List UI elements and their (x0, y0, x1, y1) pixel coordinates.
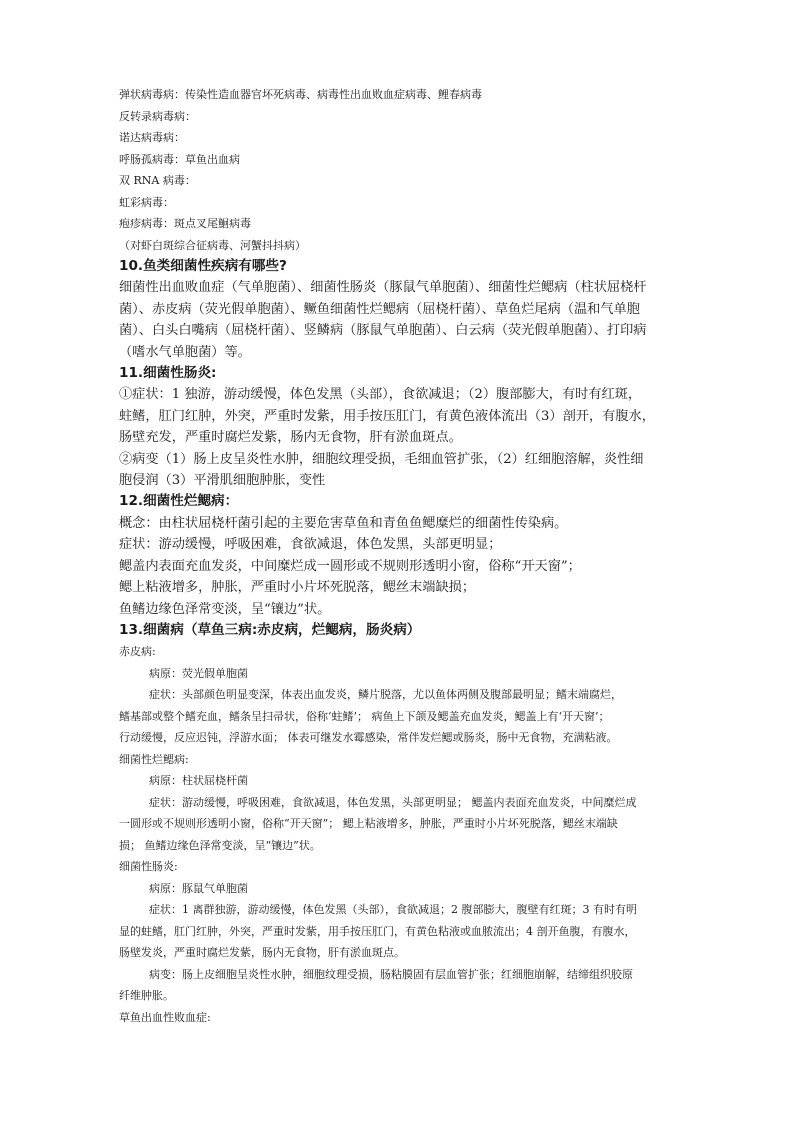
section-q12 (119, 491, 679, 619)
virus-line: 诺达病毒病： (119, 131, 185, 144)
pathogen-line: 病原：柱状屈桡杆菌 (149, 774, 248, 788)
virus-line: 虹彩病毒： (119, 195, 174, 209)
paragraph-line: 肠壁充发，严重时腐烂发紫，肠内无食物，肝有淤血斑点。 (119, 430, 462, 446)
virus-line: 反转录病毒病： (119, 109, 196, 123)
paragraph-line: 蛀鳍，肛门红肿，外突，严重时发紫，用手按压肛门，有黄色液体流出（3）剖开，有腹水， (119, 408, 655, 424)
virus-line: 呼肠孤病毒：草鱼出血病 (119, 152, 240, 166)
section-q13 (119, 620, 679, 1028)
symptom-line: 一圆形或不规则形透明小窗，俗称“开天窗”； 鳃上粘液增多，肿胀，严重时小片坏死脱落，鳃丝末端缺 (119, 817, 618, 831)
pathogen-line: 病原：豚鼠气单胞菌 (149, 881, 248, 895)
disease-title: 赤皮病: (119, 645, 156, 659)
virus-line: 弹状病毒病：传染性造血器官坏死病毒、病毒性出血败血症病毒、鲤春病毒 (119, 88, 482, 101)
section-q10 (119, 256, 679, 363)
paragraph-line: 细菌性出血败血症（气单胞菌）、细菌性肠炎（豚鼠气单胞菌）、细菌性烂鳃病（柱状屈桡杆 (119, 280, 647, 296)
paragraph-line: 症状：游动缓慢，呼吸困难，食欲减退，体色发黑，头部更明显； (119, 537, 502, 553)
symptom-line: 症状：1 离群独游，游动缓慢，体色发黑（头部），食欲减退；2 腹部膨大，腹壁有红斑；3 有时有明 (149, 903, 637, 917)
paragraph-line: ①症状：1 独游，游动缓慢，体色发黑（头部），食欲减退；（2）腹部膨大，有时有红斑， (119, 387, 642, 403)
section-heading: 12.细菌性烂鳃病： (119, 493, 239, 510)
paragraph-line: 胞侵润（3）平滑肌细胞肿胀，变性 (119, 473, 326, 489)
paragraph-line: ②病变（1）肠上皮呈炎性水肿，细胞纹理受损，毛细血管扩张，（2）红细胞溶解，炎性细 (119, 451, 644, 467)
symptom-line: 症状：头部颜色明显变深，体表出血发炎，鳞片脱落，尤以鱼体两侧及腹部最明显；鳍末端腐烂， (149, 688, 622, 702)
disease-title: 细菌性烂鳃病: (119, 752, 189, 766)
virus-line: 疱疹病毒：斑点叉尾鮰病毒 (119, 217, 251, 230)
disease-title: 细菌性肠炎: (119, 860, 178, 874)
section-heading: 11.细菌性肠炎: (119, 365, 217, 382)
symptom-line: 鳍基部或整个鳍充血，鳍条呈扫帚状，俗称‘蛀鳍’； 病鱼上下颌及鳃盖充血发炎，鳃盖上有‘开天窗’； (119, 709, 610, 723)
paragraph-line: 菌）、白头白嘴病（屈桡杆菌）、竖鳞病（豚鼠气单胞菌）、白云病（荧光假单胞菌）、打印病 (119, 323, 647, 339)
paragraph-line: （嗜水气单胞菌）等。 (119, 344, 251, 360)
paragraph-line: 菌）、赤皮病（荧光假单胞菌）、鳜鱼细菌性烂鳃病（屈桡杆菌）、草鱼烂尾病（温和气单胞 (119, 301, 640, 317)
symptom-line: 症状：游动缓慢，呼吸困难，食欲减退，体色发黑，头部更明显； 鳃盖内表面充血发炎，中间糜烂成 (149, 795, 637, 809)
symptom-line: 行动缓慢，反应迟钝，浮游水面； 体表可继发水霉感染，常伴发烂鳃或肠炎，肠中无食物，充满粘液。 (119, 731, 618, 745)
lesion-line: 病变：肠上皮细胞呈炎性水肿，细胞纹理受损，肠粘膜固有层血管扩张；红细胞崩解，结缔组织胶原 (149, 967, 633, 981)
paragraph-line: 鱼鳍边缘色泽常变淡，呈“镶边”状。 (119, 601, 331, 617)
symptom-line: 损； 鱼鳍边缘色泽常变淡，呈“镶边”状。 (119, 838, 321, 852)
virus-line: 双 RNA 病毒： (119, 174, 196, 187)
paragraph-line: 鳃上粘液增多，肿胀，严重时小片坏死脱落，鳃丝末端缺损； (119, 580, 476, 596)
virus-line: （对虾白斑综合征病毒、河蟹抖抖病） (119, 238, 306, 252)
paragraph-line: 鳃盖内表面充血发炎，中间糜烂成一圆形或不规则形透明小窗，俗称“开天窗”； (119, 558, 581, 574)
symptom-line: 肠壁发炎，严重时腐烂发紫，肠内无食物，肝有淤血斑点。 (119, 946, 405, 960)
disease-title: 草鱼出血性败血症: (119, 1010, 211, 1024)
paragraph-line: 概念：由柱状屈桡杆菌引起的主要危害草鱼和青鱼鱼鳃糜烂的细菌性传染病。 (119, 515, 568, 531)
pathogen-line: 病原：荧光假单胞菌 (149, 666, 248, 680)
section-heading: 10.鱼类细菌性疾病有哪些? (119, 258, 287, 274)
symptom-line: 显的蛀鳍，肛门红肿，外突，严重时发紫，用手按压肛门，有黄色粘液或血脓流出；4 剖开鱼腹，有腹水， (119, 924, 636, 938)
section-heading: 13.细菌病（草鱼三病:赤皮病，烂鳃病，肠炎病） (119, 621, 421, 638)
lesion-line: 纤维肿胀。 (119, 989, 174, 1003)
section-q11 (119, 363, 679, 491)
document-page (119, 84, 679, 1028)
virus-list (119, 84, 679, 256)
